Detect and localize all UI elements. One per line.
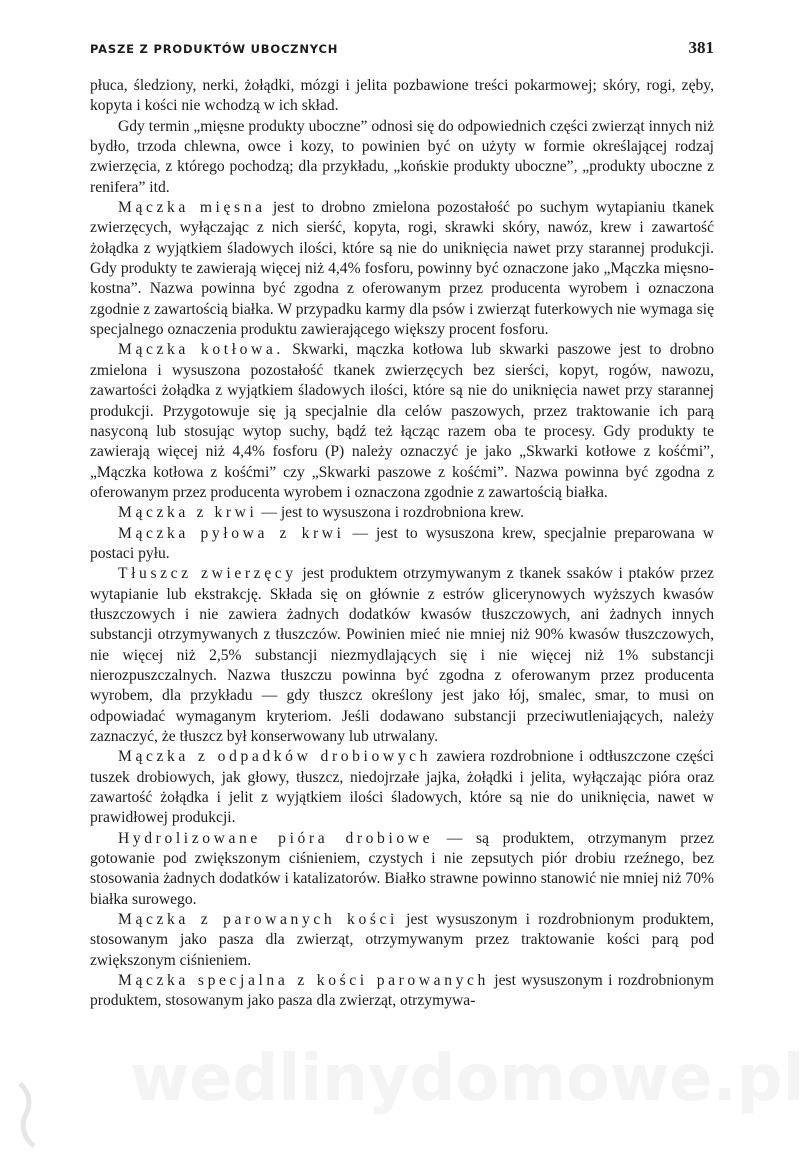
paragraph-text: Gdy termin „mięsne produkty uboczne” odnosi się do odpowiednich części zwierząt innych niż bydło, trzoda chlewna, owce i kozy, to powinien być on użyty w formie określającej rodzaj zwierzęcia, z którego pochodzą; dla przykładu, „końskie produkty uboczne”, „produkty uboczne z renifera” itd. bbox=[90, 117, 714, 196]
paragraph-text: jest wysuszonym i rozdrobnionym produktem, stosowanym jako pasza dla zwierząt, otrzymywanym przez traktowanie kości parą pod zwiększonym ciśnieniem. bbox=[90, 911, 714, 969]
spaced-term: Mączka z krwi bbox=[118, 504, 258, 522]
paragraph-text: zawiera rozdrobnione i odtłuszczone części tuszek drobiowych, jak głowy, tłuszcz, niedojrzałe jajka, żołądki i jelita, wyłączając pióra oraz zawartość żołądka i jelit z wyjątkiem ilości śladowych, które są nie do uniknięcia, nawet w prawidłowej produkcji. bbox=[90, 748, 714, 827]
spaced-term: Tłuszcz zwierzęcy bbox=[118, 565, 297, 583]
paragraph-text: płuca, śledziony, nerki, żołądki, mózgi i jelita pozbawione treści pokarmowej; skóry, rogi, zęby, kopyta i kości nie wchodzą w ich skład. bbox=[90, 77, 714, 115]
paragraph-p8 bbox=[90, 829, 714, 910]
paragraph-text: jest wysuszonym i rozdrobnionym produktem, stosowanym jako pasza dla zwierząt, otrzymywa- bbox=[90, 972, 714, 1010]
paragraph-p4 bbox=[90, 503, 714, 523]
spaced-term: Hydrolizowane pióra drobiowe bbox=[118, 829, 434, 847]
paragraph-p0 bbox=[90, 76, 714, 117]
paragraph-p7 bbox=[90, 747, 714, 828]
page-number: 381 bbox=[688, 38, 714, 57]
spaced-term: Mączka pyłowa z krwi bbox=[118, 524, 345, 542]
paragraph-text: — są produktem, otrzymanym przez gotowanie pod zwiększonym ciśnieniem, czystych i nie zepsutych piór drobiu rzeźnego, bez stosowania żadnych dodatków i katalizatorów. Białko strawne powinno stanowić nie mniej niż 70% białka surowego. bbox=[90, 829, 714, 908]
spaced-term: Mączka specjalna z kości parowanych bbox=[118, 972, 489, 990]
paragraph-text: jest to drobno zmielona pozostałość po suchym wytapianiu tkanek zwierzęcych, wyłączając z nich sierść, kopyta, rogi, skrawki skóry, nawóz, krew i zawartość żołądka z wyjątkiem śladowych ilości, które są nie do uniknięcia nawet przy starannej produkcji. Gdy produkty te zawierają więcej niż 4,4% fosforu, powinny być oznaczone jako „Mączka mięsno-kostna”. Nazwa powinna być zgodna z oferowanym przez producenta wyrobem i oznaczona zgodnie z zawartością białka. W przypadku karmy dla psów i zwierząt futerkowych nie wymaga się specjalnego oznaczenia produktu zawierającego większy procent fosforu. bbox=[90, 199, 714, 339]
watermark-text: wedlinydomowe.pl bbox=[130, 1042, 805, 1116]
paragraph-text: jest produktem otrzymywanym z tkanek ssaków i ptaków przez wytapianie lub ekstrakcję. Składa się on głównie z estrów glicerynowych wyższych kwasów tłuszczowych i nie zawiera żadnych dodatków kwasów tłuszczowych, ani żadnych innych substancji otrzymywanych z tłuszczów. Powinien mieć nie mniej niż 90% kwasów tłuszczowych, nie więcej niż 2,5% substancji niezmydlających się i nie więcej niż 1% substancji nierozpuszczalnych. Nazwa tłuszczu powinna być zgodna z oferowanym przez producenta wyrobem, dla przykładu — gdy tłuszcz określony jest jako łój, smalec, smar, to musi on odpowiadać wymaganym kryteriom. Jeśli dodawano substancji przeciwutleniających, należy zaznaczyć, że tłuszcz był konserwowany lub utrwalany. bbox=[90, 565, 714, 745]
header-title: PASZE Z PRODUKTÓW UBOCZNYCH bbox=[90, 42, 339, 56]
paragraph-p6 bbox=[90, 564, 714, 747]
spaced-term: Mączka mięsna bbox=[118, 199, 266, 217]
spaced-term: Mączka kotłowa. bbox=[118, 341, 284, 359]
corner-mark-icon bbox=[12, 1080, 42, 1150]
paragraph-p10 bbox=[90, 971, 714, 1012]
paragraph-p5 bbox=[90, 524, 714, 565]
paragraph-p3 bbox=[90, 340, 714, 503]
spaced-term: Mączka z odpadków drobiowych bbox=[118, 748, 432, 766]
paragraph-text: — jest to wysuszona krew, specjalnie preparowana w postaci pyłu. bbox=[90, 524, 715, 562]
spaced-term: Mączka z parowanych kości bbox=[118, 911, 398, 929]
paragraph-p2 bbox=[90, 198, 714, 340]
paragraph-text: Skwarki, mączka kotłowa lub skwarki paszowe jest to drobno zmielona i wysuszona pozostałość tkanek zwierzęcych bez sierści, kopyt, rogów, nawozu, zawartości żołądka z wyjątkiem śladowych ilości, które są nie do uniknięcia nawet przy starannej produkcji. Przygotowuje się ją specjalnie dla celów paszowych, przez traktowanie ich parą nasyconą lub stosując wytop suchy, bądź też łącząc razem oba te procesy. Gdy produkty te zawierają więcej niż 4,4% fosforu (P) należy oznaczyć je jako „Skwarki kotłowe z kośćmi”, „Mączka kotłowa z kośćmi” czy „Skwarki paszowe z kośćmi”. Nazwa powinna być zgodna z oferowanym przez producenta wyrobem i oznaczona zgodnie z zawartością białka. bbox=[90, 341, 714, 501]
paragraph-p9 bbox=[90, 910, 714, 971]
paragraph-p1 bbox=[90, 117, 714, 198]
running-header bbox=[90, 38, 714, 62]
paragraph-text: — jest to wysuszona i rozdrobniona krew. bbox=[257, 504, 525, 522]
body-text bbox=[90, 76, 714, 1012]
